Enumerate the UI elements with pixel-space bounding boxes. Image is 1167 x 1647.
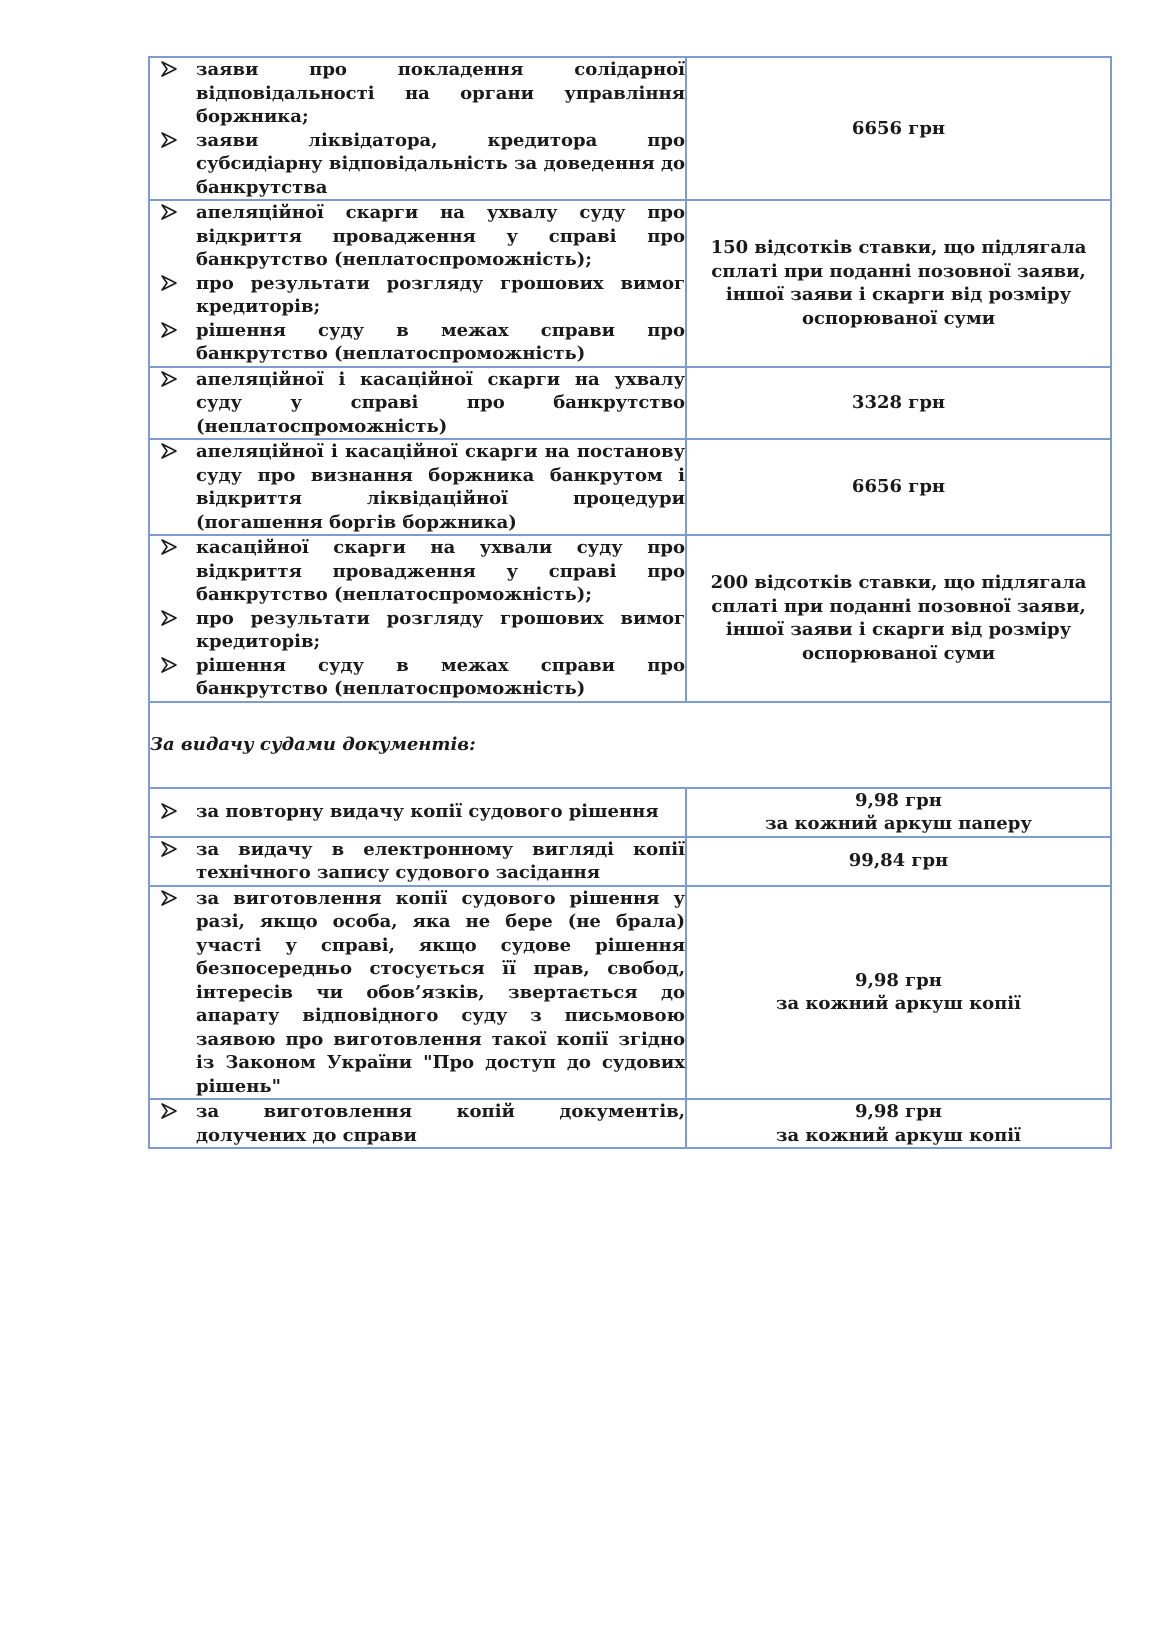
table-row xyxy=(149,886,1111,1100)
section-header-row xyxy=(149,702,1111,788)
fee-unit: за кожний аркуш копії xyxy=(776,993,1021,1015)
claim-type-cell xyxy=(149,200,686,367)
claim-type-cell xyxy=(149,57,686,200)
list-item xyxy=(150,272,685,319)
service-list xyxy=(150,1100,685,1147)
fee-amount-cell xyxy=(686,788,1111,837)
fee-amount-cell xyxy=(686,367,1111,440)
claim-text: рішення суду в межах справи про банкрутство (неплатоспроможність) xyxy=(196,319,685,364)
list-item xyxy=(150,887,685,1099)
fee-amount: 200 відсотків ставки, що підлягала сплаті при поданні позовної заяви, іншої заяви і скарги від розміру оспорюваної суми xyxy=(710,572,1087,664)
list-item xyxy=(150,129,685,200)
fee-amount-cell xyxy=(686,200,1111,367)
claim-type-cell xyxy=(149,535,686,702)
fee-amount: 9,98 грн xyxy=(855,789,942,811)
arrowhead-bullet-icon xyxy=(160,656,178,674)
arrowhead-bullet-icon xyxy=(160,840,178,858)
fee-unit: за кожний аркуш копії xyxy=(776,1124,1021,1146)
table-row xyxy=(149,200,1111,367)
list-item xyxy=(150,58,685,129)
service-list xyxy=(150,800,685,824)
arrowhead-bullet-icon xyxy=(160,321,178,339)
section-title: За видачу судами документів: xyxy=(149,702,1111,788)
fee-amount: 150 відсотків ставки, що підлягала сплаті при поданні позовної заяви, іншої заяви і скарги від розміру оспорюваної суми xyxy=(710,237,1087,329)
list-item xyxy=(150,607,685,654)
arrowhead-bullet-icon xyxy=(160,609,178,627)
claim-text: апеляційної і касаційної скарги на постанову суду про визнання боржника банкрутом і відкриття ліквідаційної процедури (погашення боргів боржника) xyxy=(196,441,685,533)
claim-type-cell xyxy=(149,367,686,440)
service-type-cell xyxy=(149,886,686,1100)
arrowhead-bullet-icon xyxy=(160,442,178,460)
claim-text: рішення суду в межах справи про банкрутство (неплатоспроможність) xyxy=(196,654,685,699)
list-item xyxy=(150,800,685,824)
list-item xyxy=(150,440,685,534)
fee-amount: 99,84 грн xyxy=(848,850,949,872)
claim-text: про результати розгляду грошових вимог кредиторів; xyxy=(196,607,685,652)
table-row xyxy=(149,535,1111,702)
table-row xyxy=(149,439,1111,535)
table-row xyxy=(149,367,1111,440)
claim-list xyxy=(150,58,685,199)
table-row xyxy=(149,837,1111,886)
arrowhead-bullet-icon xyxy=(160,131,178,149)
fee-amount-cell xyxy=(686,57,1111,200)
fee-amount-cell xyxy=(686,886,1111,1100)
service-text: за виготовлення копій документів, долучених до справи xyxy=(196,1101,685,1146)
service-type-cell xyxy=(149,788,686,837)
arrowhead-bullet-icon xyxy=(160,370,178,388)
service-text: за повторну видачу копії судового рішення xyxy=(196,801,659,823)
list-item xyxy=(150,654,685,701)
fee-amount-cell xyxy=(686,535,1111,702)
arrowhead-bullet-icon xyxy=(160,538,178,556)
service-type-cell xyxy=(149,837,686,886)
court-fee-table xyxy=(148,56,1112,1149)
claim-text: про результати розгляду грошових вимог кредиторів; xyxy=(196,272,685,317)
fee-amount: 6656 грн xyxy=(851,476,946,498)
list-item xyxy=(150,319,685,366)
arrowhead-bullet-icon xyxy=(160,1102,178,1120)
claim-text: касаційної скарги на ухвали суду про відкриття провадження у справі про банкрутство (неплатоспроможність); xyxy=(196,537,685,605)
table-row xyxy=(149,1099,1111,1148)
arrowhead-bullet-icon xyxy=(160,203,178,221)
fee-amount-cell xyxy=(686,439,1111,535)
fee-amount: 9,98 грн xyxy=(855,1101,942,1122)
claim-text: заяви про покладення солідарної відповідальності на органи управління боржника; xyxy=(196,59,685,127)
claim-type-cell xyxy=(149,439,686,535)
service-list xyxy=(150,887,685,1099)
claim-list xyxy=(150,440,685,534)
service-text: за видачу в електронному вигляді копії технічного запису судового засідання xyxy=(196,838,685,883)
claim-list xyxy=(150,536,685,701)
arrowhead-bullet-icon xyxy=(160,60,178,78)
fee-amount-cell xyxy=(686,837,1111,886)
fee-amount: 3328 грн xyxy=(851,392,946,413)
table-row xyxy=(149,57,1111,200)
claim-list xyxy=(150,201,685,366)
table-row xyxy=(149,788,1111,837)
claim-text: заяви ліквідатора, кредитора про субсидіарну відповідальність за доведення до банкрутства xyxy=(196,129,685,198)
fee-amount-cell xyxy=(686,1099,1111,1148)
list-item xyxy=(150,201,685,272)
claim-list xyxy=(150,368,685,439)
service-type-cell xyxy=(149,1099,686,1148)
fee-amount: 9,98 грн xyxy=(855,969,942,991)
arrowhead-bullet-icon xyxy=(160,802,178,820)
arrowhead-bullet-icon xyxy=(160,274,178,292)
list-item xyxy=(150,1100,685,1147)
fee-amount: 6656 грн xyxy=(851,117,946,139)
list-item xyxy=(150,368,685,439)
list-item xyxy=(150,536,685,607)
list-item xyxy=(150,838,685,885)
fee-unit: за кожний аркуш паперу xyxy=(765,813,1032,834)
service-text: за виготовлення копії судового рішення у разі, якщо особа, яка не бере (не брала) участі у справі, якщо судове рішення безпосередньо стосується її прав, свобод, інтересів чи обов’язків, звертається до апарату відповідного суду з письмовою заявою про виготовлення такої копії згідно із Законом України "Про доступ до судових рішень" xyxy=(196,887,685,1097)
claim-text: апеляційної і касаційної скарги на ухвалу суду у справі про банкрутство (неплатоспроможність) xyxy=(196,368,685,437)
fee-table-body xyxy=(149,57,1111,1148)
service-list xyxy=(150,838,685,885)
arrowhead-bullet-icon xyxy=(160,889,178,907)
claim-text: апеляційної скарги на ухвалу суду про відкриття провадження у справі про банкрутство (неплатоспроможність); xyxy=(196,202,685,270)
